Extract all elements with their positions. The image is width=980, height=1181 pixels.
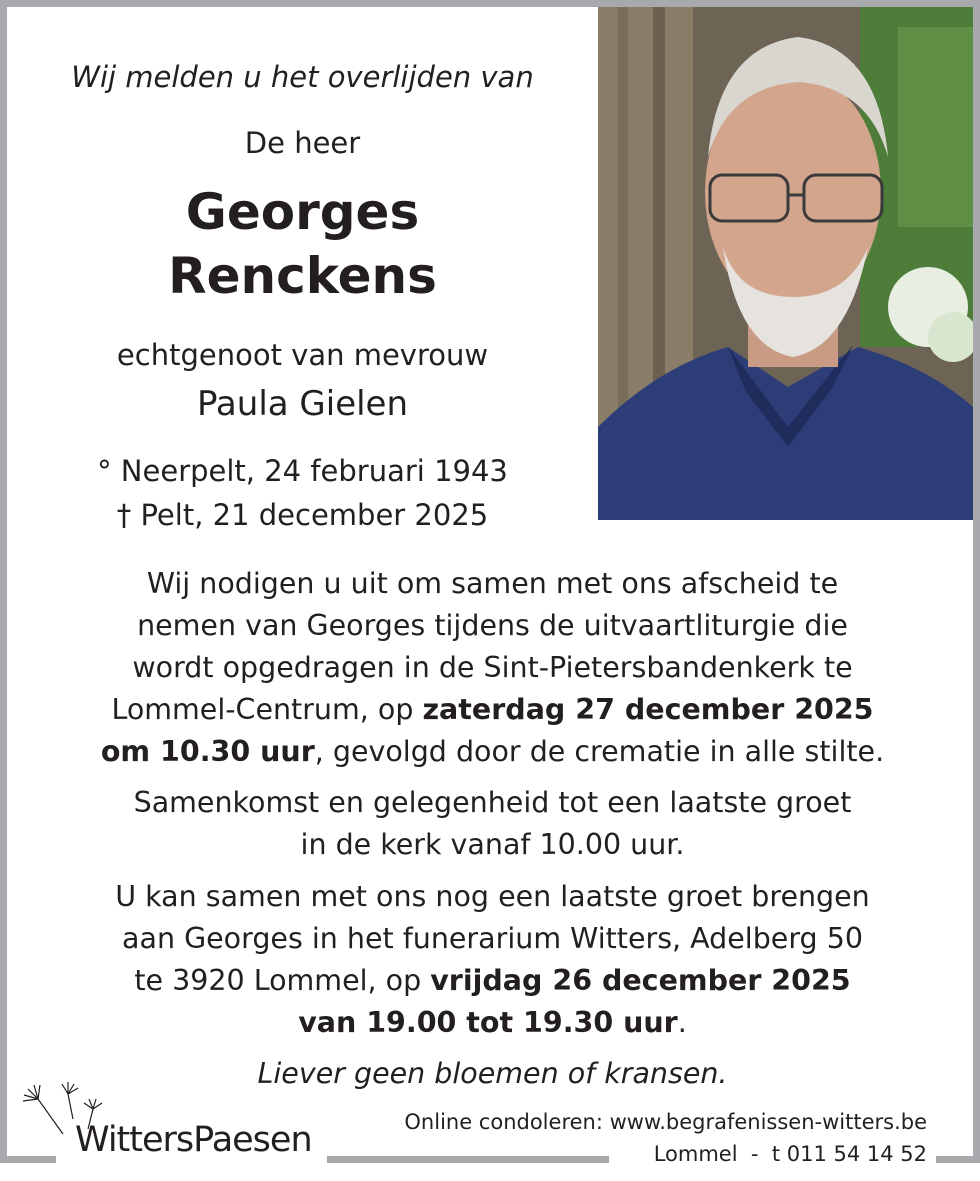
invitation-line-3: wordt opgedragen in de Sint-Pietersbandenkerk te — [132, 651, 853, 684]
visit-line-3-text: te 3920 Lommel, op — [134, 964, 431, 997]
first-name: Georges — [185, 183, 420, 241]
funeral-home-logo: WittersPaesen — [75, 1120, 312, 1160]
invitation-line-5 — [30, 731, 955, 773]
invitation-line-4-text: Lommel-Centrum, op — [111, 693, 423, 726]
intro-text: Wij melden u het overlijden van — [71, 60, 534, 94]
gathering-line-2: in de kerk vanaf 10.00 uur. — [300, 828, 685, 861]
frame-border-bottom-mid — [327, 1156, 609, 1163]
gathering-paragraph — [30, 782, 955, 866]
visit-paragraph — [30, 876, 955, 1044]
visit-line-1: U kan samen met ons nog een laatste groet brengen — [115, 880, 870, 913]
visit-line-2: aan Georges in het funerarium Witters, Adelberg 50 — [122, 922, 863, 955]
funeral-date: zaterdag 27 december 2025 — [422, 693, 874, 726]
no-flowers-note: Liever geen bloemen of kransen. — [257, 1057, 728, 1090]
spouse-name: Paula Gielen — [196, 384, 409, 424]
spouse-label: echtgenoot van mevrouw — [116, 338, 489, 372]
visit-line-3 — [30, 960, 955, 1002]
deceased-name — [20, 180, 585, 308]
visit-date: vrijdag 26 december 2025 — [430, 964, 851, 997]
last-name: Renckens — [168, 247, 437, 305]
visit-line-4-text: . — [677, 1006, 687, 1039]
invitation-line-2: nemen van Georges tijdens de uitvaartliturgie die — [137, 609, 848, 642]
frame-border-bottom-right — [936, 1156, 980, 1163]
funeral-time: om 10.30 uur — [100, 735, 315, 768]
invitation-line-1: Wij nodigen u uit om samen met ons afscheid te — [146, 567, 839, 600]
invitation-paragraph — [30, 563, 955, 773]
invitation-line-4 — [30, 689, 955, 731]
visit-time: van 19.00 tot 19.30 uur — [298, 1006, 678, 1039]
visit-line-4 — [30, 1002, 955, 1044]
frame-border-left — [0, 0, 7, 1160]
frame-border-top — [0, 0, 980, 7]
portrait-photo — [598, 7, 973, 520]
frame-border-right — [973, 0, 980, 1160]
contact-info: Lommel - t 011 54 14 52 — [653, 1142, 927, 1166]
frame-border-bottom-left — [0, 1156, 56, 1163]
condolences-link[interactable]: Online condoleren: www.begrafenissen-witters.be — [404, 1110, 927, 1134]
gathering-line-1: Samenkomst en gelegenheid tot een laatste groet — [133, 786, 852, 819]
invitation-line-5-text: , gevolgd door de crematie in alle stilte. — [314, 735, 885, 768]
honorific: De heer — [244, 126, 361, 160]
death-info: † Pelt, 21 december 2025 — [116, 498, 489, 532]
birth-info: ° Neerpelt, 24 februari 1943 — [97, 454, 508, 488]
